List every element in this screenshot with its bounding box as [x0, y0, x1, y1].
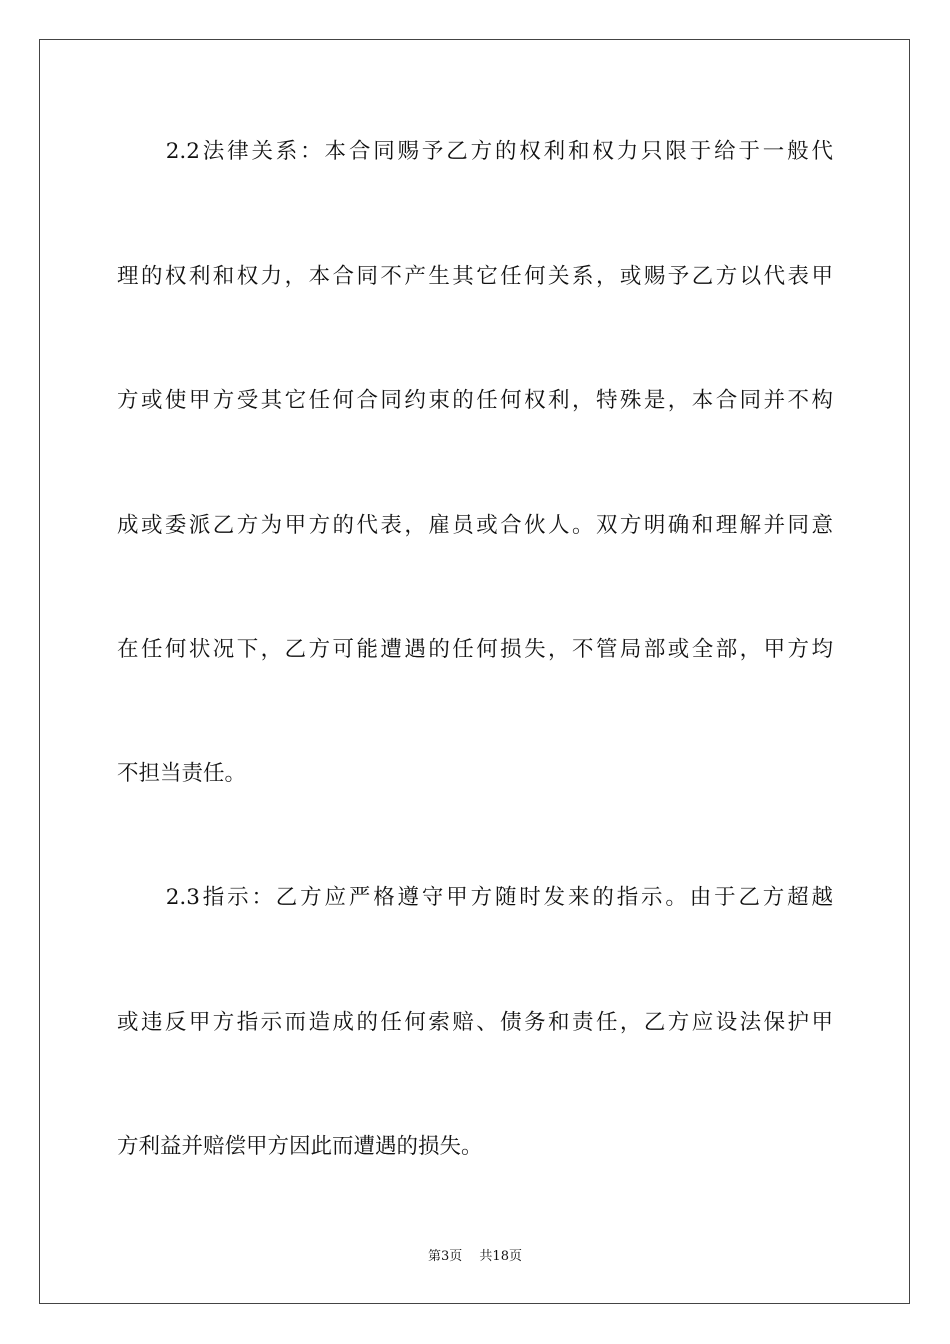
paragraph-2-2-line-6: 不担当责任。: [117, 761, 247, 786]
page-border: [39, 39, 910, 1304]
paragraph-2-3-line-1: 2.3指示：乙方应严格遵守甲方随时发来的指示。由于乙方超越: [117, 885, 833, 910]
paragraph-2-3-line-2: 或违反甲方指示而造成的任何索赔、债务和责任，乙方应设法保护甲: [117, 1010, 833, 1035]
paragraph-2-2-line-1: 2.2法律关系：本合同赐予乙方的权利和权力只限于给于一般代: [117, 139, 833, 164]
paragraph-2-2-line-3: 方或使甲方受其它任何合同约束的任何权利，特殊是，本合同并不构: [117, 388, 833, 413]
paragraph-2-3-line-3: 方利益并赔偿甲方因此而遭遇的损失。: [117, 1134, 483, 1159]
paragraph-2-2-line-5: 在任何状况下，乙方可能遭遇的任何损失，不管局部或全部，甲方均: [117, 637, 833, 662]
paragraph-2-2-line-4: 成或委派乙方为甲方的代表，雇员或合伙人。双方明确和理解并同意: [117, 513, 833, 538]
page-number-footer: 第3页 共18页: [428, 1249, 522, 1264]
paragraph-2-2-line-2: 理的权利和权力，本合同不产生其它任何关系，或赐予乙方以代表甲: [117, 264, 833, 289]
